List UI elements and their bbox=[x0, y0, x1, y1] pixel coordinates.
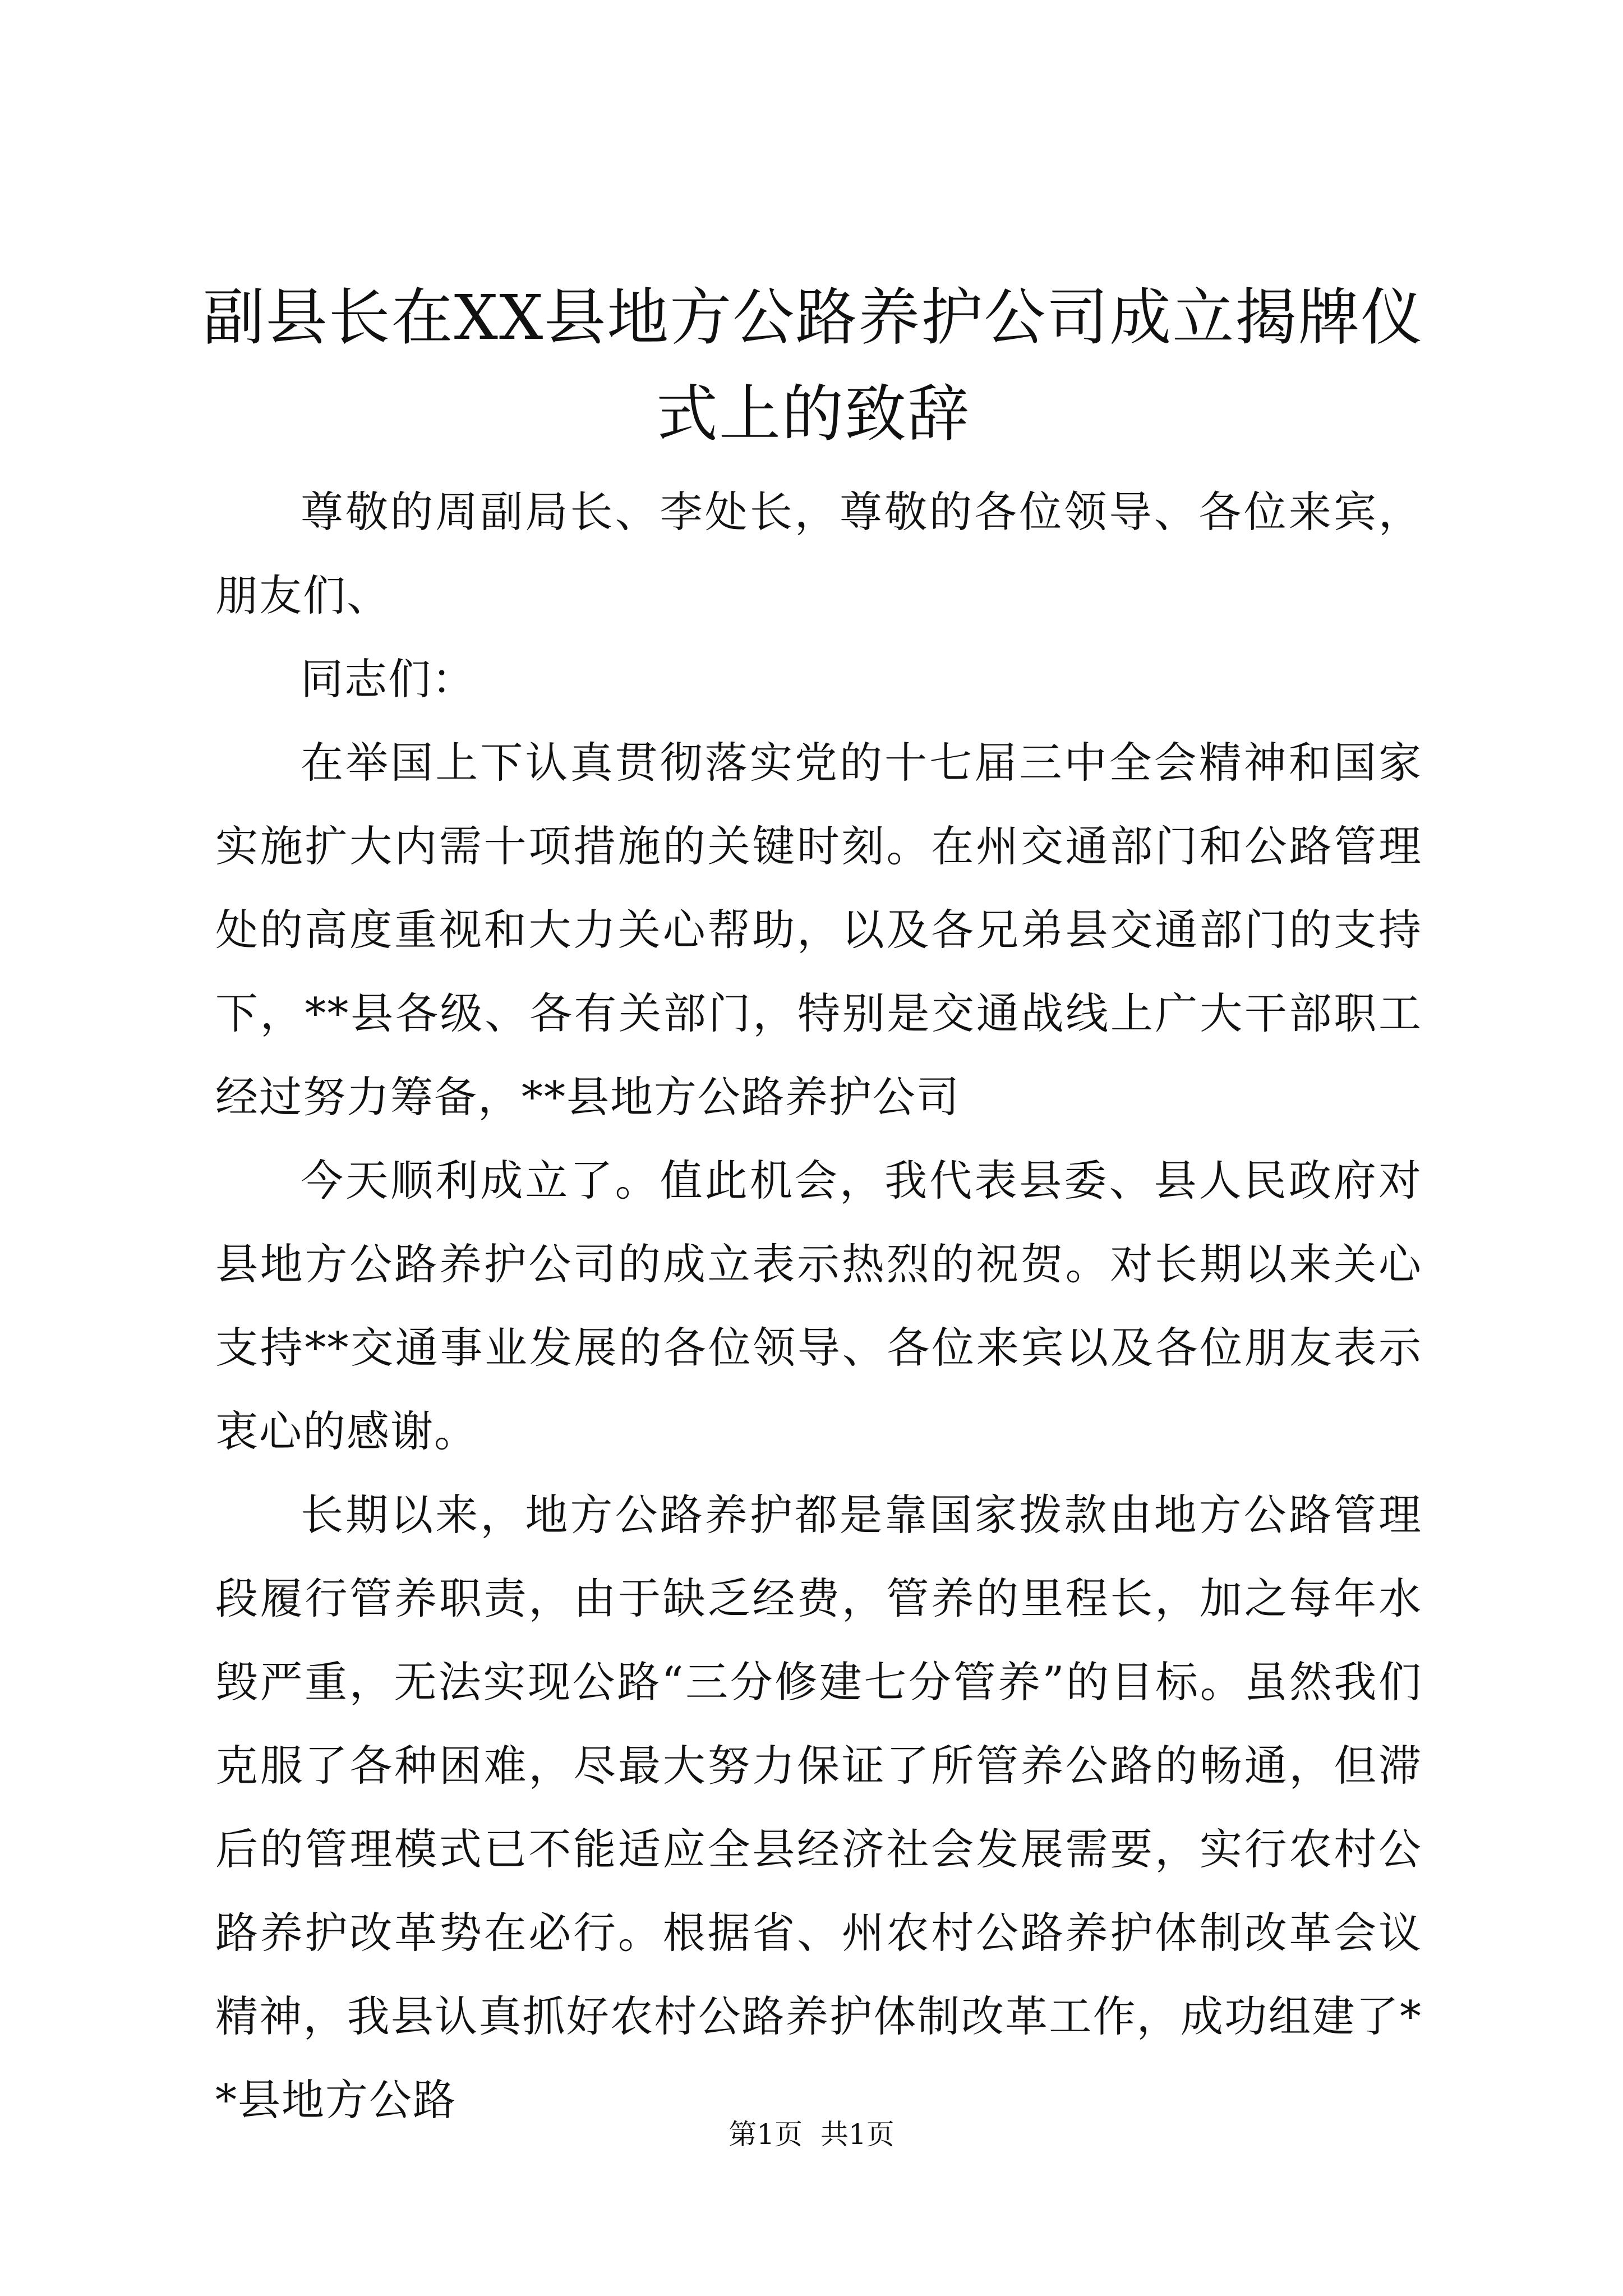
paragraph-greeting: 同志们： bbox=[301, 654, 476, 704]
document-body bbox=[215, 470, 1422, 2142]
page-footer bbox=[0, 2115, 1623, 2154]
paragraph-salutation: 尊敬的周副局长、李处长，尊敬的各位领导、各位来宾，朋友们、 bbox=[215, 487, 1422, 620]
paragraph-reform: 长期以来，地方公路养护都是靠国家拨款由地方公路管理段履行管养职责，由于缺乏经费，管养的里程长，加之每年水毁严重，无法实现公路“三分修建七分管养”的目标。虽然我们克服了各种困难，尽最大努力保证了所管养公路的畅通，但滞后的管理模式已不能适应全县经济社会发展需要，实行农村公路养护改革势在必行。根据省、州农村公路养护体制改革会议精神，我县认真抓好农村公路养护体制改革工作，成功组建了**县地方公路 bbox=[215, 1490, 1422, 2125]
paragraph-background: 在举国上下认真贯彻落实党的十七届三中全会精神和国家实施扩大内需十项措施的关键时刻。在州交通部门和公路管理处的高度重视和大力关心帮助，以及各兄弟县交通部门的支持下，**县各级、各有关部门，特别是交通战线上广大干部职工经过努力筹备，**县地方公路养护公司 bbox=[215, 738, 1422, 1122]
page-number: 第1页 共1页 bbox=[728, 2118, 895, 2151]
page-title: 副县长在XX县地方公路养护公司成立揭牌仪式上的致辞 bbox=[202, 282, 1424, 450]
paragraph-congratulations: 今天顺利成立了。值此机会，我代表县委、县人民政府对县地方公路养护公司的成立表示热烈的祝贺。对长期以来关心支持**交通事业发展的各位领导、各位来宾以及各位朋友表示衷心的感谢。 bbox=[215, 1156, 1422, 1456]
